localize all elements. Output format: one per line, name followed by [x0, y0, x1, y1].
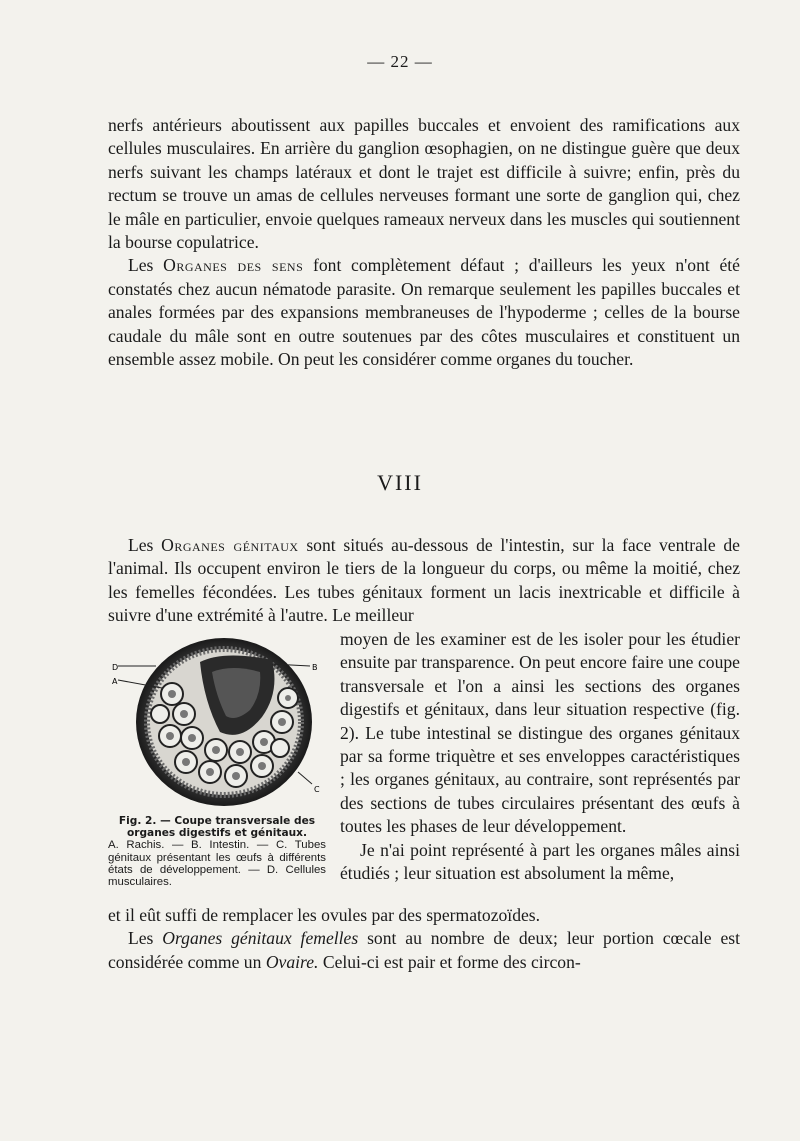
label-a: A — [112, 677, 118, 686]
text-column-right — [340, 628, 740, 885]
caption-legend: A. Rachis. — B. Intestin. — C. Tubes génitaux présentant les œufs à différents états de développement. — D. Cellules musculaires. — [108, 839, 326, 889]
label-d: D — [112, 663, 119, 672]
paragraph-mid: sont au nombre de deux; leur portion cœcale est considérée comme un — [108, 928, 740, 972]
lead-word: Les — [128, 255, 154, 276]
paragraph-rest: font complètement défaut ; d'ailleurs les yeux n'ont été constatés chez aucun nématode parasite. On remarque seulement les papilles buccales et anales formées par des expansions membraneuses de l'hypoderme ; celles de la bourse caudale du mâle sont en outre soutenues par des côtes musculaires et constituent un ensemble assez mobile. On peut les considérer comme organes du toucher. — [108, 255, 740, 370]
smallcaps-term: Organes génitaux — [161, 535, 299, 555]
paragraph-examination: moyen de les examiner est de les isoler pour les étudier ensuite par transparence. On peut encore faire une coupe transversale et l'on a ainsi les sections des organes digestifs et génitaux, dans leur situation respective (fig. 2). Le tube intestinal se distingue des organes génitaux par sa forme triquètre et ses enveloppes caractéristiques ; les organes génitaux, au contraire, sont représentés par des sections de tubes circulaires présentant des œufs à toutes les phases de leur développement. — [340, 629, 740, 837]
italic-term: Ovaire. — [265, 951, 319, 972]
figure-caption — [108, 815, 326, 888]
text-block-bottom — [108, 904, 740, 974]
paragraph-female-organs — [108, 927, 740, 974]
paragraph-nerves: nerfs antérieurs aboutissent aux papilles buccales et envoient des ramifications aux cellules musculaires. En arrière du ganglion œsophagien, on ne distingue guère que deux nerfs suivant les champs latéraux et dont le trajet est difficile à suivre; enfin, près du rectum se trouve un amas de cellules nerveuses formant une sorte de ganglion qui, chez le mâle en particulier, envoie quelques rameaux nerveux dans les muscles qui soutiennent la bourse copulatrice. — [108, 115, 740, 253]
page-number: — 22 — — [367, 52, 433, 71]
paragraph-male-organs: Je n'ai point représenté à part les organes mâles ainsi étudiés ; leur situation est absolument la même, — [340, 839, 740, 884]
paragraph-rest: sont situés au-dessous de l'intestin, sur la face ventrale de l'animal. Ils occupent environ le tiers de la longueur du corps, ou même la moitié, chez les femelles fécondées. Les tubes génitaux forment un lacis inextricable et difficile à suivre d'une extrémité à l'autre. Le meilleur — [108, 535, 740, 626]
label-b: B — [312, 663, 318, 672]
text-block-nerves — [108, 114, 740, 371]
caption-title: Fig. 2. — Coupe transversale des organes digestifs et génitaux. — [118, 815, 316, 840]
figure-cross-section — [108, 632, 326, 812]
text-block-genitaux — [108, 534, 740, 628]
paragraph-continuation: et il eût suffi de remplacer les ovules par des spermatozoïdes. — [108, 905, 541, 925]
cross-section-illustration — [112, 632, 326, 812]
smallcaps-term: Organes des sens — [163, 255, 304, 276]
lead-word: Les — [128, 535, 154, 555]
section-heading: VIII — [377, 470, 423, 495]
paragraph-end: Celui-ci est pair et forme des circon- — [322, 951, 581, 972]
label-line-c — [298, 772, 312, 784]
lead-word: Les — [128, 928, 154, 949]
italic-term: Organes génitaux femelles — [162, 928, 359, 949]
paragraph-organes-genitaux — [108, 534, 740, 628]
label-c: C — [314, 785, 320, 794]
paragraph-organes-sens — [108, 254, 740, 371]
